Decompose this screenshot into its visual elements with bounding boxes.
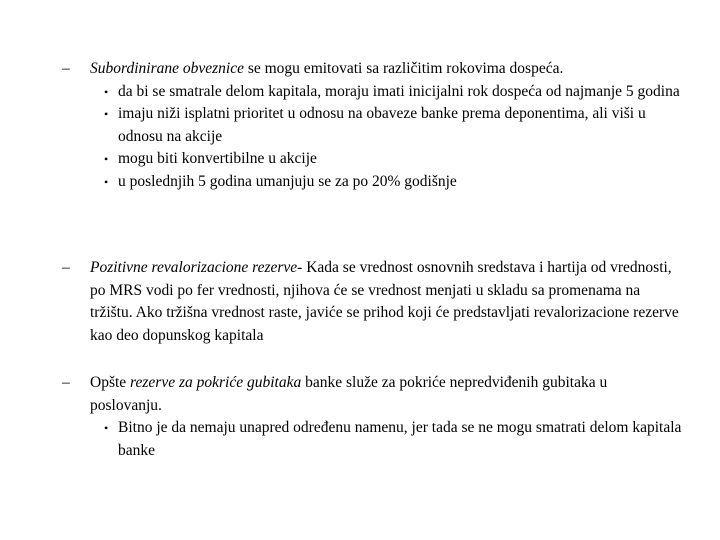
bullet-item: • u poslednjih 5 godina umanjuju se za po 20% godišnje	[62, 171, 682, 194]
bullet-list	[62, 81, 682, 194]
dash-marker: –	[62, 259, 70, 276]
lead-text: se mogu emitovati sa različitim rokovima dospeća.	[243, 60, 564, 77]
bullet-dot: •	[104, 84, 109, 99]
bullet-item: • mogu biti konvertibilne u akcije	[62, 148, 682, 171]
item-lead	[90, 58, 682, 81]
bullet-list	[62, 417, 682, 462]
lead-pre: Opšte	[90, 374, 131, 391]
bullet-item: • Bitno je da nemaju unapred određenu namenu, jer tada se ne mogu smatrati delom kapitala banke	[104, 419, 682, 459]
lead-italic: Pozitivne revalorizacione rezerve-	[90, 259, 303, 276]
lead-italic: rezerve za pokriće gubitaka	[130, 374, 302, 391]
bullet-item: • imaju niži isplatni prioritet u odnosu na obaveze banke prema deponentima, ali viši u odnosu na akcije	[104, 105, 646, 145]
bullet-dot: •	[104, 107, 109, 121]
lead-text: Kada se vrednost osnovnih sredstava i hartija od vrednosti, po MRS vodi po fer vrednosti, njihova će se vrednost menjati u skladu sa promenama na tržištu. Ako tržišna vrednost raste, javiće se prihod koji će predstavljati revalorizacione rezerve kao deo dopunskog kapitala	[90, 259, 679, 344]
bullet-dot: •	[104, 174, 109, 189]
dash-marker: –	[62, 60, 70, 77]
bullet-dot: •	[104, 421, 109, 435]
dash-marker: –	[62, 374, 70, 391]
item-subordinated-bonds	[62, 58, 682, 193]
bullet-dot: •	[104, 152, 109, 166]
item-lead	[90, 372, 682, 417]
lead-italic: Subordinirane obveznice	[90, 60, 244, 77]
item-revaluation-reserves	[62, 257, 682, 347]
item-lead	[90, 257, 682, 347]
bullet-item: • da bi se smatrale delom kapitala, moraju imati inicijalni rok dospeća od najmanje 5 godina	[62, 81, 682, 104]
lead-text: banke služe za pokriće nepredviđenih gubitaka u poslovanju.	[90, 374, 608, 414]
item-general-reserves	[62, 372, 682, 462]
